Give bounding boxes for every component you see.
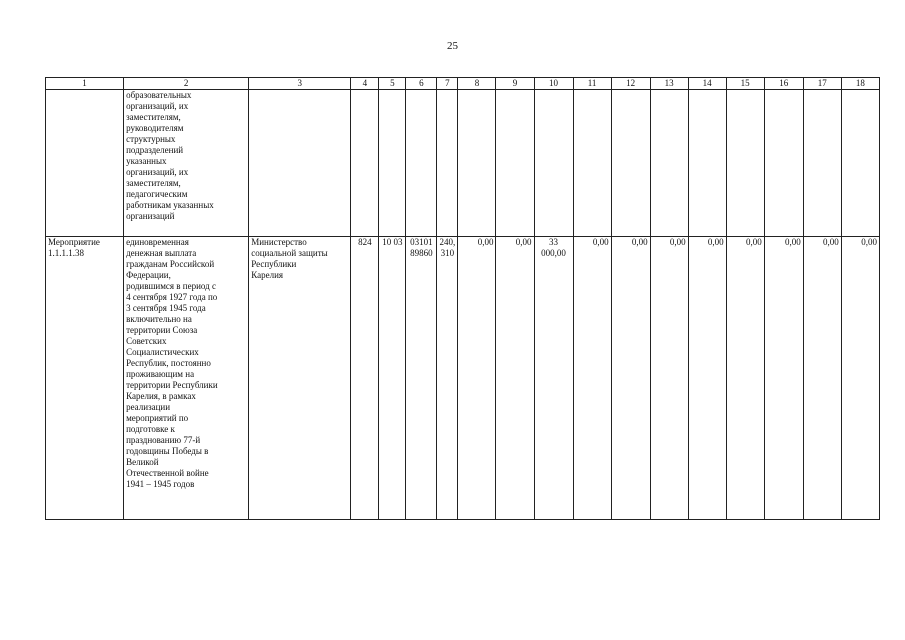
header-cell: 6: [406, 78, 437, 90]
table-cell: [406, 90, 437, 237]
text-line: 310: [440, 248, 455, 258]
text-line: Отечественной войне: [126, 468, 209, 478]
text-line: Карелия, в рамках: [126, 391, 196, 401]
text-line: Советских: [126, 336, 167, 346]
text-line: празднованию 77-й: [126, 435, 201, 445]
text-line: организаций, их: [126, 101, 189, 111]
text-line: организаций: [126, 211, 175, 221]
table-cell: [688, 90, 726, 237]
text-line: территории Республики: [126, 380, 218, 390]
text-line: реализации: [126, 402, 171, 412]
table-row-event: [46, 237, 880, 520]
table-row-continuation: [46, 90, 880, 237]
table-cell: [437, 90, 458, 237]
header-cell: 10: [534, 78, 573, 90]
text-line: 1.1.1.1.38: [48, 248, 84, 258]
text-line: включительно на: [126, 314, 192, 324]
grbs-code-cell: 824: [351, 237, 379, 520]
text-line: Республик, постоянно: [126, 358, 211, 368]
description-cell: [124, 237, 249, 520]
text-line: заместителям,: [126, 178, 181, 188]
text-line: подразделений: [126, 145, 184, 155]
text-line: 1941 – 1945 годов: [126, 479, 195, 489]
text-line: мероприятий по: [126, 413, 189, 423]
amount-cell: 0,00: [650, 237, 688, 520]
section-code-cell: 10 03: [379, 237, 406, 520]
amount-cell: 0,00: [496, 237, 534, 520]
header-cell: 11: [573, 78, 611, 90]
amount-cell: 0,00: [688, 237, 726, 520]
text-line: Республики: [251, 259, 297, 269]
text-line: Мероприятие: [48, 237, 100, 247]
amount-cell: 0,00: [611, 237, 650, 520]
header-cell: 8: [458, 78, 496, 90]
header-row: [46, 78, 880, 90]
header-cell: 2: [124, 78, 249, 90]
table-cell: [650, 90, 688, 237]
header-cell: 1: [46, 78, 124, 90]
text-line: территории Союза: [126, 325, 198, 335]
amount-cell: 0,00: [803, 237, 841, 520]
table-cell: [764, 90, 803, 237]
text-line: денежная выплата: [126, 248, 197, 258]
text-line: Министерство: [251, 237, 307, 247]
event-code-cell: [46, 237, 124, 520]
table-cell: [803, 90, 841, 237]
text-line: подготовке к: [126, 424, 175, 434]
header-cell: 7: [437, 78, 458, 90]
text-line: указанных: [126, 156, 167, 166]
text-line: педагогическим: [126, 189, 188, 199]
header-cell: 4: [351, 78, 379, 90]
text-line: 03101: [410, 237, 433, 247]
amount-cell: 0,00: [458, 237, 496, 520]
text-line: Федерации,: [126, 270, 171, 280]
header-cell: 9: [496, 78, 534, 90]
amount-cell: 0,00: [726, 237, 764, 520]
text-line: образовательных: [126, 90, 192, 100]
header-cell: 17: [803, 78, 841, 90]
executor-cell: [249, 237, 351, 520]
text-line: заместителям,: [126, 112, 181, 122]
text-line: 89860: [410, 248, 433, 258]
amount-cell: 0,00: [841, 237, 879, 520]
text-line: организаций, их: [126, 167, 189, 177]
header-cell: 12: [611, 78, 650, 90]
header-cell: 13: [650, 78, 688, 90]
expense-type-cell: [437, 237, 458, 520]
text-line: годовщины Победы в: [126, 446, 209, 456]
header-cell: 3: [249, 78, 351, 90]
text-line: Великой: [126, 457, 159, 467]
table-cell: [726, 90, 764, 237]
table-cell: [611, 90, 650, 237]
text-line: единовременная: [126, 237, 189, 247]
header-cell: 14: [688, 78, 726, 90]
page-number: 25: [447, 40, 458, 52]
header-cell: 18: [841, 78, 879, 90]
table-cell: [379, 90, 406, 237]
header-cell: 16: [764, 78, 803, 90]
text-line: Социалистических: [126, 347, 199, 357]
text-line: социальной защиты: [251, 248, 328, 258]
text-line: гражданам Российской: [126, 259, 215, 269]
text-line: работникам указанных: [126, 200, 214, 210]
table-cell: [458, 90, 496, 237]
text-line: 3 сентября 1945 года: [126, 303, 206, 313]
amount-cell: 0,00: [764, 237, 803, 520]
text-line: Карелия: [251, 270, 284, 280]
description-cell: [124, 90, 249, 237]
table-cell: [573, 90, 611, 237]
budget-table: [45, 77, 880, 520]
target-article-cell: [406, 237, 437, 520]
table-cell: [46, 90, 124, 237]
text-line: 000,00: [541, 248, 566, 258]
table-cell: [249, 90, 351, 237]
table-cell: [841, 90, 879, 237]
text-line: родившимся в период с: [126, 281, 216, 291]
table-cell: [534, 90, 573, 237]
amount-cell: 0,00: [573, 237, 611, 520]
header-cell: 15: [726, 78, 764, 90]
table-cell: [496, 90, 534, 237]
amount-cell: [534, 237, 573, 520]
text-line: руководителям: [126, 123, 184, 133]
header-cell: 5: [379, 78, 406, 90]
text-line: структурных: [126, 134, 176, 144]
text-line: проживающим на: [126, 369, 195, 379]
text-line: 33: [549, 237, 559, 247]
text-line: 4 сентября 1927 года по: [126, 292, 218, 302]
table-cell: [351, 90, 379, 237]
text-line: 240,: [439, 237, 456, 247]
